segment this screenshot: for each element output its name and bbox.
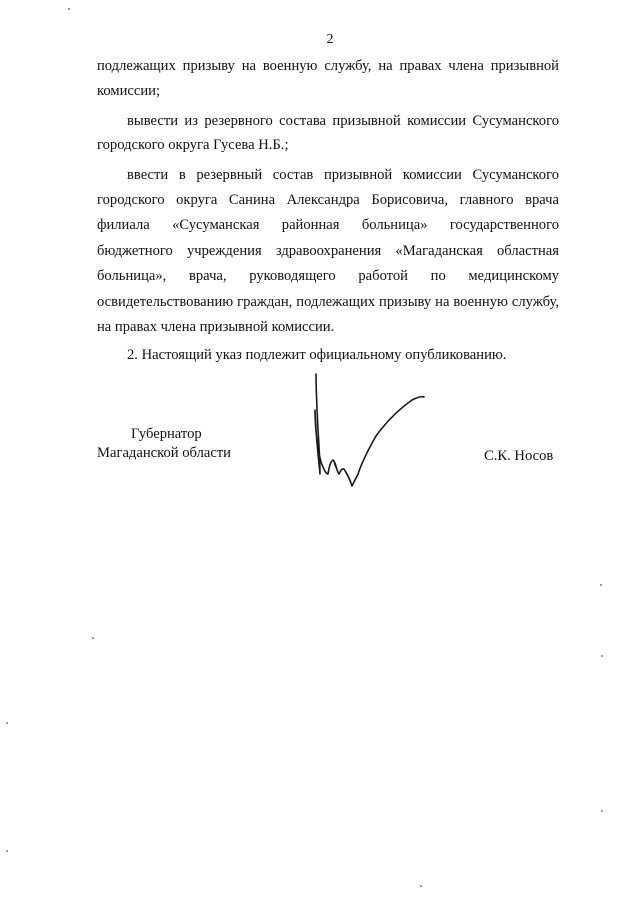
text-line-2: комиссии; <box>97 83 161 99</box>
text-line-12: 2. Настоящий указ подлежит официальному опубликованию. <box>127 347 507 363</box>
signatory-title-line1: Губернатор <box>131 426 202 442</box>
signatory-name: С.К. Носов <box>484 448 554 464</box>
text-line-10: освидетельствованию граждан, подлежащих призыву на военную службу, <box>97 295 559 310</box>
text-line-4: городского округа Гусева Н.Б.; <box>97 137 289 153</box>
text-line-11: на правах члена призывной комиссии. <box>97 319 335 335</box>
scan-speck <box>68 8 70 10</box>
text-line-9: больница», врача, руководящего работой по медицинскому <box>97 269 559 284</box>
text-line-6: городского округа Санина Александра Борисовича, главного врача <box>97 193 559 208</box>
signatory-title-line2: Магаданской области <box>97 445 231 461</box>
scan-speck <box>601 810 603 812</box>
text-line-3: вывести из резервного состава призывной комиссии Сусуманского <box>127 114 559 129</box>
handwritten-signature <box>306 370 436 495</box>
text-line-1: подлежащих призыву на военную службу, на правах члена призывной <box>97 59 559 74</box>
scan-speck <box>600 584 602 586</box>
scan-speck <box>92 637 94 639</box>
scan-speck <box>6 850 8 852</box>
text-line-5: ввести в резервный состав призывной комиссии Сусуманского <box>127 168 559 183</box>
page-number: 2 <box>326 32 334 47</box>
scan-speck <box>601 655 603 657</box>
scan-speck <box>6 722 8 724</box>
text-line-8: бюджетного учреждения здравоохранения «Магаданская областная <box>97 244 559 259</box>
text-line-7: филиала «Сусуманская районная больница» государственного <box>97 218 559 233</box>
scan-speck <box>420 885 422 887</box>
